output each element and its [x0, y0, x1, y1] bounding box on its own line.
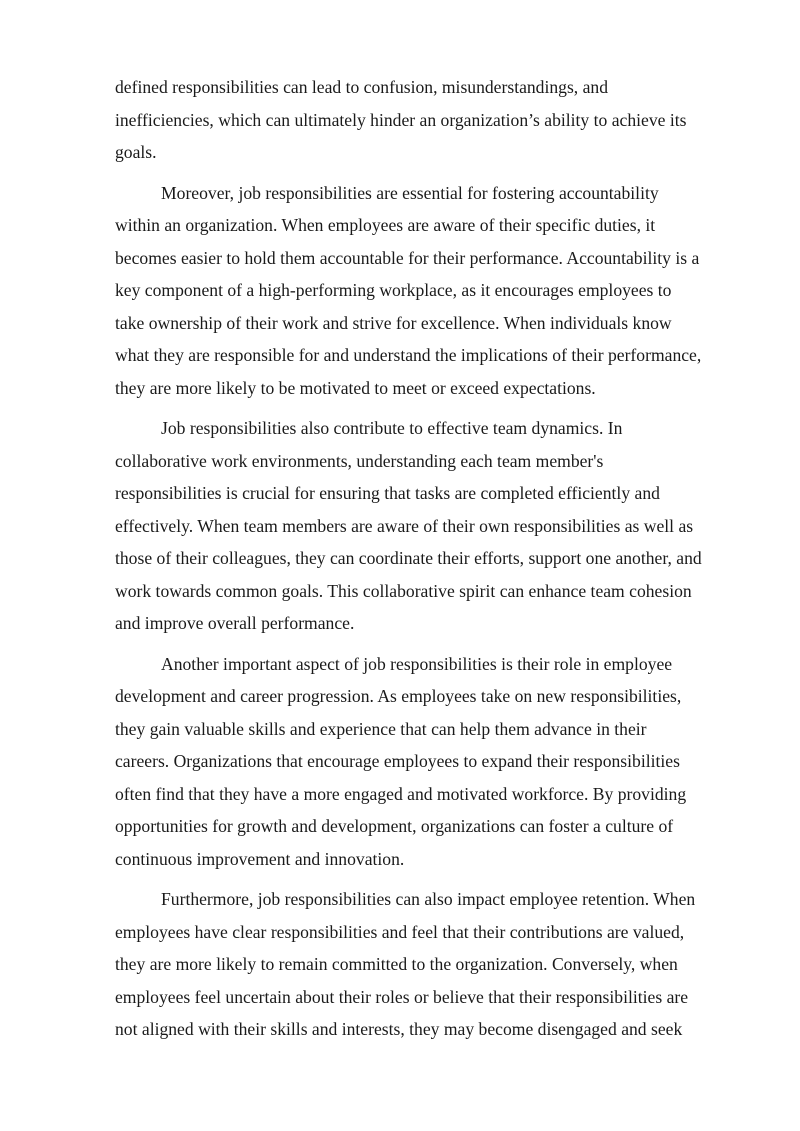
text-line: Job responsibilities also contribute to effective team dynamics. In	[161, 418, 623, 438]
text-line: Furthermore, job responsibilities can also impact employee retention. When	[161, 889, 696, 909]
text-line: employees have clear responsibilities and feel that their contributions are valued,	[115, 921, 685, 942]
text-line: becomes easier to hold them accountable for their performance. Accountability is a	[115, 247, 700, 268]
paragraph-continuation	[115, 71, 745, 169]
text-line: key component of a high-performing workplace, as it encourages employees to	[115, 280, 672, 300]
text-line: goals.	[115, 142, 157, 162]
text-line: they are more likely to remain committed to the organization. Conversely, when	[115, 954, 678, 974]
text-line: often find that they have a more engaged and motivated workforce. By providing	[115, 783, 687, 804]
text-line: inefficiencies, which can ultimately hinder an organization’s ability to achieve its	[115, 109, 687, 130]
text-line: development and career progression. As employees take on new responsibilities,	[115, 686, 682, 706]
text-line: Another important aspect of job responsibilities is their role in employee	[161, 653, 673, 674]
text-line: collaborative work environments, understanding each team member's	[115, 450, 604, 471]
text-line: employees feel uncertain about their roles or believe that their responsibilities are	[115, 986, 689, 1007]
paragraph-team-dynamics	[115, 412, 745, 640]
text-line: opportunities for growth and development, organizations can foster a culture of	[115, 816, 674, 836]
text-line: they are more likely to be motivated to meet or exceed expectations.	[115, 377, 596, 398]
text-line: within an organization. When employees are aware of their specific duties, it	[115, 215, 656, 235]
text-line: defined responsibilities can lead to confusion, misunderstandings, and	[115, 77, 609, 97]
text-line: what they are responsible for and understand the implications of their performance,	[115, 345, 702, 365]
text-line: those of their colleagues, they can coordinate their efforts, support one another, and	[115, 548, 702, 568]
paragraph-accountability	[115, 177, 745, 405]
document-body	[115, 71, 745, 1054]
text-line: and improve overall performance.	[115, 613, 355, 633]
paragraph-retention	[115, 883, 745, 1046]
text-line: not aligned with their skills and interests, they may become disengaged and seek	[115, 1019, 683, 1039]
paragraph-career-development	[115, 648, 745, 876]
text-line: take ownership of their work and strive for excellence. When individuals know	[115, 312, 672, 333]
text-line: careers. Organizations that encourage employees to expand their responsibilities	[115, 751, 680, 771]
text-line: work towards common goals. This collaborative spirit can enhance team cohesion	[115, 580, 692, 601]
text-line: continuous improvement and innovation.	[115, 848, 405, 869]
text-line: they gain valuable skills and experience that can help them advance in their	[115, 718, 647, 739]
text-line: Moreover, job responsibilities are essential for fostering accountability	[161, 182, 659, 203]
text-line: effectively. When team members are aware of their own responsibilities as well as	[115, 515, 694, 536]
text-line: responsibilities is crucial for ensuring that tasks are completed efficiently and	[115, 483, 660, 503]
